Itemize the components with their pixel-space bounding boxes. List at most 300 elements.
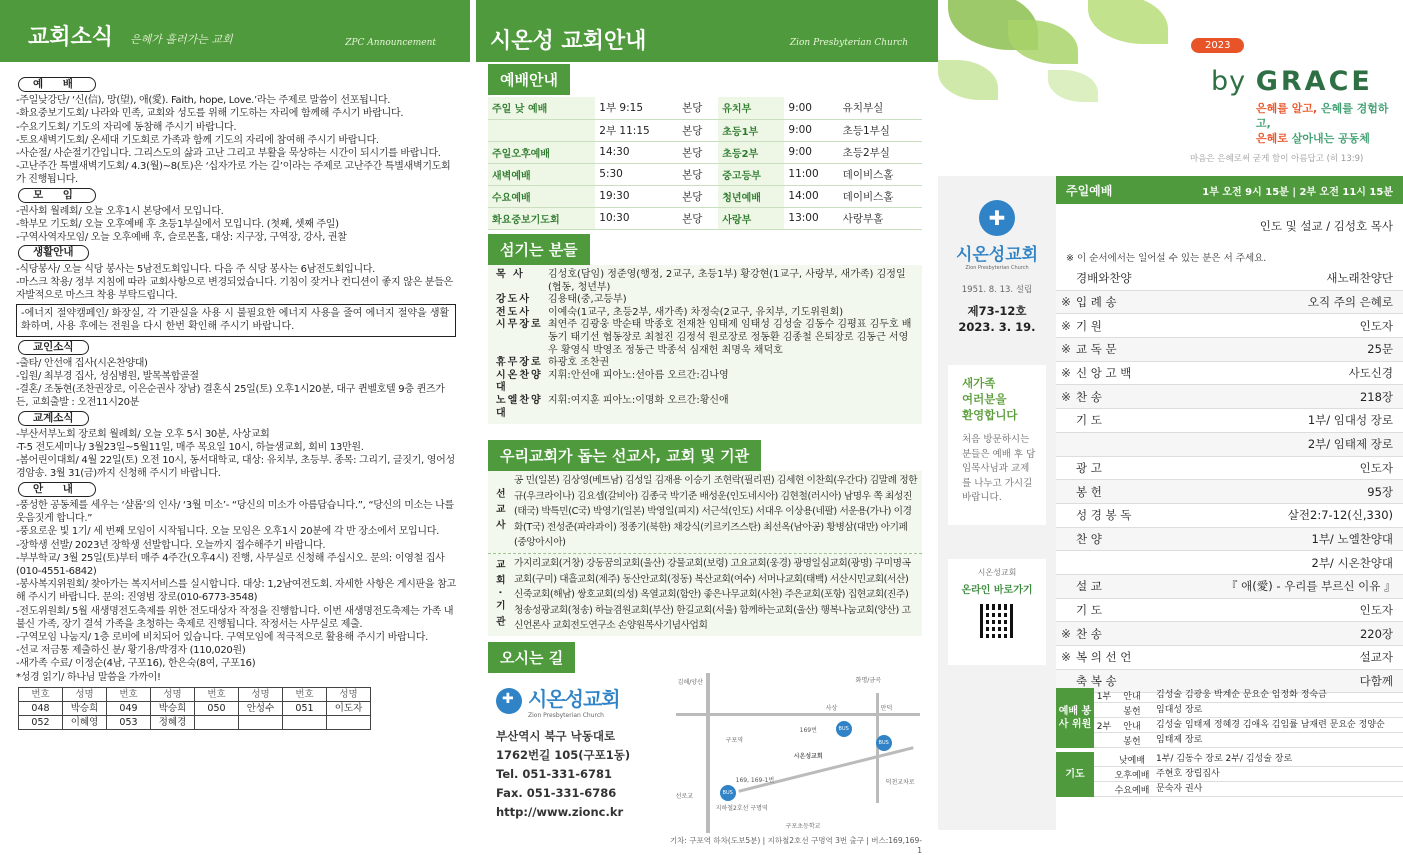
news-section-heading: 모 임	[18, 188, 96, 203]
serve-row	[496, 370, 914, 395]
map-label: 시온성교회	[793, 753, 823, 760]
stand-mark: ※	[1060, 342, 1072, 357]
cross-logo-icon: ✚	[979, 200, 1015, 236]
map-label: 선로교	[675, 793, 694, 800]
duty-role: 낮예배	[1118, 755, 1146, 766]
duty-role: 안내	[1123, 721, 1141, 732]
serve-role: 전도사	[496, 306, 531, 318]
table-header-cell: 성명	[327, 687, 371, 701]
order-item-value: 오직 주의 은혜로	[1307, 295, 1393, 310]
info-eng-title: Zion Presbyterian Church	[789, 38, 908, 48]
news-title: 교회소식	[28, 25, 114, 50]
order-of-worship	[1056, 176, 1403, 693]
worship-cell: 초등1부	[718, 119, 784, 141]
worship-cell: 수요예배	[488, 185, 595, 207]
order-item-name: 성 경 봉 독	[1076, 508, 1132, 523]
table-cell	[239, 716, 283, 730]
mission-label-2: 교회·기관	[493, 558, 505, 632]
church-logo-name: 시온성교회	[528, 687, 620, 711]
welcome-line-2: 여러분을	[962, 392, 1007, 406]
duty-names: 주현호 장립집사	[1156, 768, 1220, 779]
duty-row	[1094, 782, 1403, 797]
news-header	[0, 0, 470, 62]
order-item-name: 기 도	[1076, 602, 1102, 617]
order-item-value: 살전2:7-12(신,330)	[1287, 508, 1393, 523]
worship-cell: 유치부실	[839, 97, 922, 119]
news-item: -권사회 월례회/ 오늘 오후1시 본당에서 모입니다.	[16, 205, 224, 217]
worship-cell: 2부 11:15	[595, 119, 678, 141]
order-item-name: 신 앙 고 백	[1076, 366, 1132, 381]
table-header-cell: 성명	[239, 687, 283, 701]
table-row	[488, 207, 922, 229]
bulletin-cover-panel	[938, 0, 1403, 830]
order-item	[1056, 433, 1403, 457]
map-label: 구포초등학교	[785, 823, 821, 830]
order-item-name: 봉 헌	[1076, 484, 1102, 499]
mission-section	[488, 440, 922, 636]
location-heading: 오시는 길	[488, 642, 575, 673]
established-date: 1951. 8. 13. 설립	[961, 285, 1033, 295]
serve-names: 김용태(중,고등부)	[548, 294, 627, 306]
order-item-name: 기 원	[1076, 318, 1102, 333]
order-item	[1056, 385, 1403, 409]
table-cell: 이도자	[327, 701, 371, 715]
duty-role: 안내	[1123, 691, 1141, 702]
online-link-label[interactable]: 온라인 바로가기	[961, 585, 1033, 596]
news-item: -풍성한 공동체를 세우는 ‘샬롬’의 인사/ ‘3월 미소’- “당신의 미소가 아름답습니다.”, “당신의 미소는 나를 웃음짓게 합니다.”	[16, 499, 454, 525]
table-cell	[195, 716, 239, 730]
news-section-heading: 교인소식	[18, 340, 89, 355]
duty-row	[1094, 733, 1403, 748]
serve-row	[496, 269, 914, 294]
order-item	[1056, 314, 1403, 338]
worship-cell	[488, 119, 595, 141]
table-header-row	[19, 687, 371, 701]
leaf-decoration	[1048, 70, 1098, 102]
order-item-name: 광 고	[1076, 460, 1102, 475]
news-item: -학부모 기도회/ 오늘 오후예배 후 초등1부실에서 모입니다. (첫째, 셋째 주일)	[16, 219, 339, 231]
news-item: -구역모임 나눔지/ 1층 로비에 비치되어 있습니다. 구역모임에 적극적으로 활용해 주시기 바랍니다.	[16, 631, 429, 643]
cross-logo-icon	[496, 688, 522, 714]
map-label: 화명/금곡	[855, 677, 881, 684]
worship-cell: 사랑부	[718, 207, 784, 229]
church-news-panel	[0, 0, 470, 830]
table-row	[488, 185, 922, 207]
worship-cell: 본당	[678, 97, 718, 119]
worship-cell: 1부 9:15	[595, 97, 678, 119]
news-eng-title: ZPC Announcement	[345, 38, 436, 48]
duty-role: 봉헌	[1123, 736, 1141, 747]
duty-group-service	[1056, 688, 1403, 748]
worship-cell: 사랑부홀	[839, 207, 922, 229]
order-item-value: 220장	[1359, 626, 1393, 641]
order-item-name: 축 복 송	[1076, 674, 1117, 689]
worship-cell: 데이비스홀	[839, 163, 922, 185]
worship-cell: 본당	[678, 119, 718, 141]
table-cell: 051	[283, 701, 327, 715]
table-cell	[283, 716, 327, 730]
issue-number: 제73-12호	[967, 304, 1027, 318]
worship-cell: 본당	[678, 207, 718, 229]
info-title: 시온성 교회안내	[490, 29, 647, 54]
worship-cell: 14:00	[784, 185, 838, 207]
worship-cell: 9:00	[784, 97, 838, 119]
worship-cell: 주일 낮 예배	[488, 97, 595, 119]
order-item-name: 찬 송	[1076, 626, 1102, 641]
worship-cell: 본당	[678, 185, 718, 207]
reading-title: *성경 읽기/ 하나님 말씀을 가까이!	[16, 671, 161, 683]
serve-row	[496, 307, 914, 320]
stand-mark: ※	[1060, 389, 1072, 404]
serve-role: 목 사	[496, 269, 525, 280]
mission-churches-text: 가지리교회(거창) 강동꿈의교회(울산) 강물교회(보령) 고요교회(웅경) 광명일심교회(광명) 구미명곡교회(구미) 대흘교회(제주) 동산안교회(정동) 복산교회(여수) 서머나교회(태백) 서산시민교회(서산) 신죽교회(해남) 쌍호교회(의성) 옥열교회(함안) 좋은나무교회(사천) 주은교회(포항) 집현교회(진주) 청송성광교회(청송) 하늘겸원교회(부산) 한길교회(서울) 함께하는교회(울산) 행복나눔교회(양산) 고신언론사 교회전도연구소 손양원목사기념사업회	[514, 557, 911, 632]
duty-row	[1094, 767, 1403, 782]
map-label: 169, 169-1번	[735, 777, 775, 784]
serve-names: 이예숙(1교구, 초등2부, 새가족) 차정숙(2교구, 유치부, 기도위원회)	[548, 306, 844, 318]
news-item: -새가족 수료/ 이정순(4남, 구포16), 한은숙(8여, 구포16)	[16, 658, 256, 670]
news-item: -결혼/ 조동현(조찬권장로, 이은순권사 장남) 결혼식 25일(토) 오후1시20분, 대구 퀸벨호텔 9층 퀸즈가든, 교회출발 : 오전11시20분	[16, 384, 445, 409]
news-item: -출타/ 안선애 집사(시온찬양대)	[16, 357, 148, 369]
serve-heading: 섬기는 분들	[488, 234, 590, 265]
table-header-cell: 번호	[195, 687, 239, 701]
stand-mark: ※	[1060, 650, 1072, 665]
table-cell: 053	[107, 716, 151, 730]
order-item-value: 인도자	[1359, 602, 1393, 617]
order-times: 1부 오전 9시 15분 | 2부 오전 11시 15분	[1202, 186, 1393, 198]
stand-mark: ※	[1060, 626, 1072, 641]
mission-missionaries-text: 공 민(일본) 김상영(베트남) 김성일 김재용 이승기 조현락(필리핀) 김세현 이찬희(우간다) 김말례 정한규(우크라이나) 김요셉(갈비아) 김종국 박기준 배성운(인도네시아) 김현철(러시아) 남명우 쪽 최성진(태국) 박특민(C국) 박영기(일본) 박영일(피지) 서근석(인도) 서대우 이상용(네팔) 서운용(가나) 이경화(T국) 전성준(파라과이) 정종기(북한) 채강식(키르키즈스탄) 최선옥(남아공) 황병삼(대만) 아기페(중앙아시아)	[514, 475, 918, 549]
news-item: -풍요로운 빛 1기/ 세 번째 모임이 시작됩니다. 오늘 모임은 오후1시 20분에 각 반 장소에서 모입니다.	[16, 526, 440, 538]
worship-cell: 9:00	[784, 141, 838, 163]
website-link[interactable]: http://www.zionc.kr	[496, 805, 624, 819]
table-cell: 안성수	[239, 701, 283, 715]
order-item-name: 입 례 송	[1076, 295, 1117, 310]
order-item-name: 기 도	[1076, 413, 1102, 428]
worship-cell: 11:00	[784, 163, 838, 185]
table-row	[19, 701, 371, 715]
duty-role: 오후예배	[1114, 770, 1150, 781]
table-cell: 049	[107, 701, 151, 715]
order-item-value: 새노래찬양단	[1326, 271, 1393, 286]
order-item	[1056, 338, 1403, 362]
table-cell: 박승희	[151, 701, 195, 715]
duty-label-prayer: 기도	[1056, 752, 1094, 797]
news-item: -구역사역자모임/ 오늘 오후예배 후, 슬로몬홀, 대상: 지구장, 구역장, 강사, 권찰	[16, 232, 347, 244]
table-row	[488, 141, 922, 163]
slogan-part: 은혜로	[1256, 132, 1292, 145]
table-header-cell: 번호	[283, 687, 327, 701]
worship-cell: 13:00	[784, 207, 838, 229]
stand-mark: ※	[1060, 366, 1072, 381]
bus-icon: BUS	[720, 785, 736, 801]
serve-row	[496, 395, 914, 420]
order-item	[1056, 528, 1403, 552]
table-cell: 이혜영	[63, 716, 107, 730]
map-label: 169번	[799, 727, 817, 734]
serve-names: 김성호(담임) 정준영(행정, 2교구, 초등1부) 황강현(1교구, 사랑부, 새가족) 김정일(협동, 청년부)	[548, 269, 906, 293]
duty-names: 김성술 임태제 정혜경 김애옥 김임률 남재련 문요순 정양순	[1156, 719, 1385, 730]
bus-icon: BUS	[876, 735, 892, 751]
news-item: -식당봉사/ 오늘 식당 봉사는 5남전도회입니다. 다음 주 식당 봉사는 6남전도회입니다.	[16, 263, 376, 275]
news-item: -봄어린이대회/ 4월 22일(토) 오전 10시, 동서대학교, 대상: 유치부, 초등부. 종목: 그리기, 글짓기, 영어성경암송. 3월 31(금)까지 신청해 주시기 바랍니다.	[16, 455, 455, 480]
worship-cell: 초등1부실	[839, 119, 922, 141]
order-item-name: 복 의 선 언	[1076, 650, 1132, 665]
news-item: -화요중보기도회/ 나라와 민족, 교회와 성도를 위해 기도하는 자리에 함께해 주시기 바랍니다.	[16, 108, 404, 120]
order-item	[1056, 504, 1403, 528]
worship-cell: 5:30	[595, 163, 678, 185]
order-item-name: 설 교	[1076, 579, 1102, 594]
info-header	[476, 0, 938, 62]
duty-part: 2부	[1096, 721, 1112, 732]
order-item	[1056, 362, 1403, 386]
issue-date: 2023. 3. 19.	[958, 320, 1036, 334]
worship-cell: 중고등부	[718, 163, 784, 185]
map-label: 덕천교차로	[885, 779, 915, 786]
mission-missionaries	[488, 471, 922, 553]
serve-list	[488, 265, 922, 424]
table-header-cell: 성명	[151, 687, 195, 701]
bible-reading-table	[18, 687, 371, 731]
church-info-panel	[476, 0, 938, 855]
serve-role: 휴무장로	[496, 357, 543, 369]
year-badge: 2023	[1191, 38, 1244, 53]
address-line-2: 1762번길 105(구포1동)	[496, 748, 631, 762]
worship-cell: 화요중보기도회	[488, 207, 595, 229]
theme-title	[1211, 66, 1373, 97]
worship-table	[488, 97, 922, 230]
news-item: -수요기도회/ 기도의 자리에 동참해 주시기 바랍니다.	[16, 121, 237, 133]
order-item-value: 『 애(愛) - 우리를 부르신 이유 』	[1226, 579, 1396, 594]
order-item-value: 218장	[1359, 389, 1393, 404]
order-item-value: 설교자	[1359, 650, 1393, 665]
news-item: -부부학교/ 3월 25일(토)부터 매주 4주간(오후4시) 진행, 사무실로 신청해 주십시오. 문의: 이영철 집사(010-4551-6842)	[16, 552, 445, 577]
serve-names: 지휘:안선애 피아노:선아름 오르간:김나영	[548, 369, 729, 381]
duty-label-service: 예배 봉사 위원	[1056, 688, 1094, 748]
worship-section	[488, 64, 922, 230]
table-cell: 050	[195, 701, 239, 715]
worship-cell: 19:30	[595, 185, 678, 207]
news-item: -전도위원회/ 5월 새생명전도축제를 위한 전도대상자 작정을 진행합니다. 이번 새생명전도축제는 가족 내 불신 가족, 장기 결석 가족을 초청하는 축제로 진행됩니다. 작정서는 사무실로 제출.	[16, 605, 454, 630]
news-item: -토요새벽기도회/ 온세대 기도회로 가족과 함께 기도의 자리에 참여해 주시기 바랍니다.	[16, 134, 379, 146]
news-section-heading: 생활안내	[18, 245, 89, 260]
worship-cell: 데이비스홀	[839, 185, 922, 207]
news-boxed-item: -에너지 절약캠페인/ 화장실, 각 기관실을 사용 시 불필요한 에너지 사용을 줄여 에너지 절약을 생활화하며, 사용 후에는 전원을 다시 한번 확인해 주시기 바랍니다.	[16, 304, 456, 336]
order-item-value: 95장	[1367, 484, 1393, 499]
church-logo	[496, 683, 666, 719]
theme-verse: 마음은 은혜로써 굳게 함이 아름답고 (히 13:9)	[1190, 154, 1364, 164]
serve-role: 강도사	[496, 294, 531, 306]
cover	[938, 0, 1403, 176]
location-map	[676, 673, 920, 833]
duty-names: 임태제 장로	[1156, 734, 1203, 745]
news-section-heading: 안 내	[18, 482, 96, 497]
side-church-name: 시온성교회	[955, 245, 1039, 265]
stand-mark: ※	[1060, 295, 1072, 310]
news-item: -마스크 착용/ 정부 지침에 따라 교회사항으로 변경되었습니다. 기침이 잦거나 컨디션이 좋지 않은 분들은 자발적으로 마스크 착용 부탁드립니다.	[16, 276, 453, 302]
map-label: 김해/양산	[677, 679, 703, 686]
table-cell: 052	[19, 716, 63, 730]
preacher: 인도 및 설교 / 김성호 목사	[1259, 219, 1393, 233]
order-header	[1056, 176, 1403, 204]
order-item	[1056, 480, 1403, 504]
news-item: -부산서부노회 장로회 월례회/ 오늘 오후 5시 30분, 사상교회	[16, 428, 270, 440]
duty-role: 수요예배	[1114, 785, 1150, 796]
qr-code-icon[interactable]	[980, 604, 1014, 638]
worship-cell: 14:30	[595, 141, 678, 163]
news-item: -장학생 선발/ 2023년 장학생 선발합니다. 오늘까지 접수해주기 바랍니다.	[16, 539, 326, 551]
table-cell: 박승희	[63, 701, 107, 715]
order-item	[1056, 599, 1403, 623]
order-item-value: 1부/ 노엘찬양대	[1311, 531, 1393, 546]
welcome-line-1: 새가족	[962, 376, 996, 390]
map-note: 기차: 구포역 하차(도보5분) | 지하철2호선 구명역 3번 출구 | 버스:169,169-1	[669, 836, 922, 855]
mission-churches	[488, 554, 922, 636]
news-section-heading: 예 배	[18, 77, 96, 92]
order-item-value: 다함께	[1359, 674, 1393, 689]
duty-names: 문숙자 권사	[1156, 783, 1203, 794]
duty-names: 임대성 장로	[1156, 704, 1203, 715]
serve-role: 시무장로	[496, 319, 543, 331]
serve-names: 최연주 김광웅 박순태 박종호 전재찬 임태제 임태성 김성술 김동수 김평표 김두호 배동기 태기선 협동장로 최철진 김정석 원로장로 정동환 김종철 은퇴장로 김동근 서영우 황영식 박영조 정동근 박종석 심재헌 최명욱 채덕호	[548, 319, 912, 356]
address-line-1: 부산역시 북구 낙동대로	[496, 729, 616, 743]
welcome-box	[948, 365, 1046, 525]
news-item: -주일낮강단/ ‘신(信), 망(望), 애(愛). Faith, hope, Love.’라는 주제로 말씀이 선포됩니다.	[16, 95, 391, 107]
duty-row	[1094, 688, 1403, 703]
side-column	[938, 176, 1056, 830]
table-row	[488, 163, 922, 185]
table-row	[488, 97, 922, 119]
phone: Tel. 051-331-6781	[496, 767, 612, 781]
news-item: -입원/ 최부경 집사, 성심병원, 발목복합골절	[16, 371, 199, 383]
duty-table	[1056, 688, 1403, 797]
order-item	[1056, 575, 1403, 599]
welcome-line-3: 환영합니다	[962, 408, 1018, 422]
duty-row	[1094, 718, 1403, 733]
duty-names: 1부/ 김동수 장로 2부/ 김성술 장로	[1156, 753, 1293, 764]
slogan-part: 은혜를 경험하고,	[1256, 102, 1389, 130]
order-item	[1056, 551, 1403, 575]
table-header-cell: 번호	[19, 687, 63, 701]
news-item: -고난주간 특별새벽기도회/ 4.3(월)~8(토)은 ‘십자가로 가는 길’이라는 주제로 고난주간 특별새벽기도회가 진행됩니다.	[16, 161, 451, 186]
order-item-value: 1부/ 임대성 장로	[1307, 413, 1393, 428]
map-label: 구포역	[725, 737, 744, 744]
order-item-name: 경배와찬양	[1076, 271, 1132, 286]
worship-cell: 초등2부실	[839, 141, 922, 163]
mission-heading: 우리교회가 돕는 선교사, 교회 및 기관	[488, 440, 761, 471]
duty-row	[1094, 703, 1403, 718]
serve-row	[496, 357, 914, 370]
order-item-value: 2부/ 임태제 장로	[1307, 437, 1393, 452]
theme-slogan	[1256, 101, 1403, 146]
church-logo-en: Zion Presbyterian Church	[528, 712, 604, 719]
duty-role: 봉헌	[1123, 706, 1141, 717]
worship-cell: 본당	[678, 141, 718, 163]
order-item-value: 사도신경	[1348, 366, 1393, 381]
leaf-decoration	[938, 60, 998, 100]
order-item-value: 25문	[1367, 342, 1393, 357]
map-label: 지하철2호선 구명역	[715, 805, 768, 812]
standing-note: ※ 이 순서에서는 일어설 수 있는 분은 서 주세요.	[1066, 253, 1267, 264]
news-item: -사순절/ 사순절기간입니다. 그리스도의 삶과 고난 그리고 부활을 묵상하는 시간이 되시기를 바랍니다.	[16, 148, 441, 160]
mission-label-1: 선교사	[493, 488, 505, 536]
news-item: -봉사복지위원회/ 찾아가는 복지서비스를 실시합니다. 대상: 1,2남여전도회. 자세한 사항은 게시판을 참고해 주시기 바랍니다. 문의: 진영범 장로(010-6773-3548)	[16, 579, 456, 604]
order-item-name: 찬 양	[1076, 531, 1102, 546]
stand-mark: ※	[1060, 318, 1072, 333]
duty-part: 1부	[1096, 691, 1112, 702]
duty-names: 김성술 김광웅 박계순 문요순 임정화 정숙금	[1156, 689, 1327, 700]
order-item-value: 인도자	[1359, 460, 1393, 475]
serve-role: 시온찬양대	[496, 369, 543, 394]
order-item	[1056, 409, 1403, 433]
worship-cell: 새벽예배	[488, 163, 595, 185]
news-section-heading: 교계소식	[18, 411, 89, 426]
order-item-value: 2부/ 시온찬양대	[1311, 555, 1393, 570]
duty-group-prayer	[1056, 752, 1403, 797]
table-cell: 048	[19, 701, 63, 715]
worship-cell: 청년예배	[718, 185, 784, 207]
serve-names: 하광호 조찬권	[548, 357, 610, 369]
worship-cell: 10:30	[595, 207, 678, 229]
leaf-decoration	[1088, 0, 1168, 44]
serve-names: 지휘:여지훈 피아노:이명화 오르간:황신애	[548, 394, 729, 406]
leaf-decoration	[1008, 20, 1078, 64]
worship-cell: 주일오후예배	[488, 141, 595, 163]
order-item-name: 교 독 문	[1076, 342, 1117, 357]
location-section	[488, 642, 922, 855]
theme-by: by	[1211, 66, 1247, 97]
worship-cell: 9:00	[784, 119, 838, 141]
slogan-part: 살아내는 공동체	[1291, 132, 1370, 145]
order-title: 주일예배	[1066, 183, 1113, 198]
table-row	[488, 119, 922, 141]
duty-row	[1094, 752, 1403, 767]
serve-section	[488, 234, 922, 424]
map-label: 사상	[825, 705, 838, 712]
table-cell	[327, 716, 371, 730]
church-address	[496, 727, 666, 822]
order-item	[1056, 291, 1403, 315]
worship-cell: 본당	[678, 163, 718, 185]
bus-icon: BUS	[836, 721, 852, 737]
fax: Fax. 051-331-6786	[496, 786, 617, 800]
online-link-box[interactable]	[948, 559, 1046, 665]
worship-heading: 예배안내	[488, 64, 570, 95]
serve-row	[496, 294, 914, 307]
order-item	[1056, 457, 1403, 481]
table-header-cell: 성명	[63, 687, 107, 701]
news-item: -선교 저금통 제출하신 분/ 황기용/박경자 (110,020원)	[16, 645, 246, 657]
news-body	[16, 76, 456, 730]
table-row	[19, 716, 371, 730]
side-church-en: Zion Presbyterian Church	[965, 265, 1029, 271]
table-header-cell: 번호	[107, 687, 151, 701]
slogan-part: 은혜를 알고,	[1256, 102, 1321, 115]
serve-role: 노엘찬양대	[496, 394, 543, 419]
serve-row	[496, 319, 914, 357]
order-item-name: 찬 송	[1076, 389, 1102, 404]
worship-cell: 유치부	[718, 97, 784, 119]
order-item	[1056, 267, 1403, 291]
map-label: 만덕	[880, 705, 893, 712]
order-item	[1056, 622, 1403, 646]
theme-grace: GRACE	[1255, 66, 1373, 97]
worship-cell: 초등2부	[718, 141, 784, 163]
welcome-text: 처음 방문하시는 분들은 예배 후 담임목사님과 교제를 나누고 가시길 바랍니다.	[962, 434, 1036, 503]
online-church-name: 시온성교회	[977, 568, 1017, 577]
news-subtitle: 은혜가 흘러가는 교회	[130, 33, 233, 46]
table-cell: 정혜경	[151, 716, 195, 730]
news-item: -T-5 전도세미나/ 3월23일~5월11일, 매주 목요일 10시, 하늘샘교회, 회비 13만원.	[16, 442, 364, 454]
